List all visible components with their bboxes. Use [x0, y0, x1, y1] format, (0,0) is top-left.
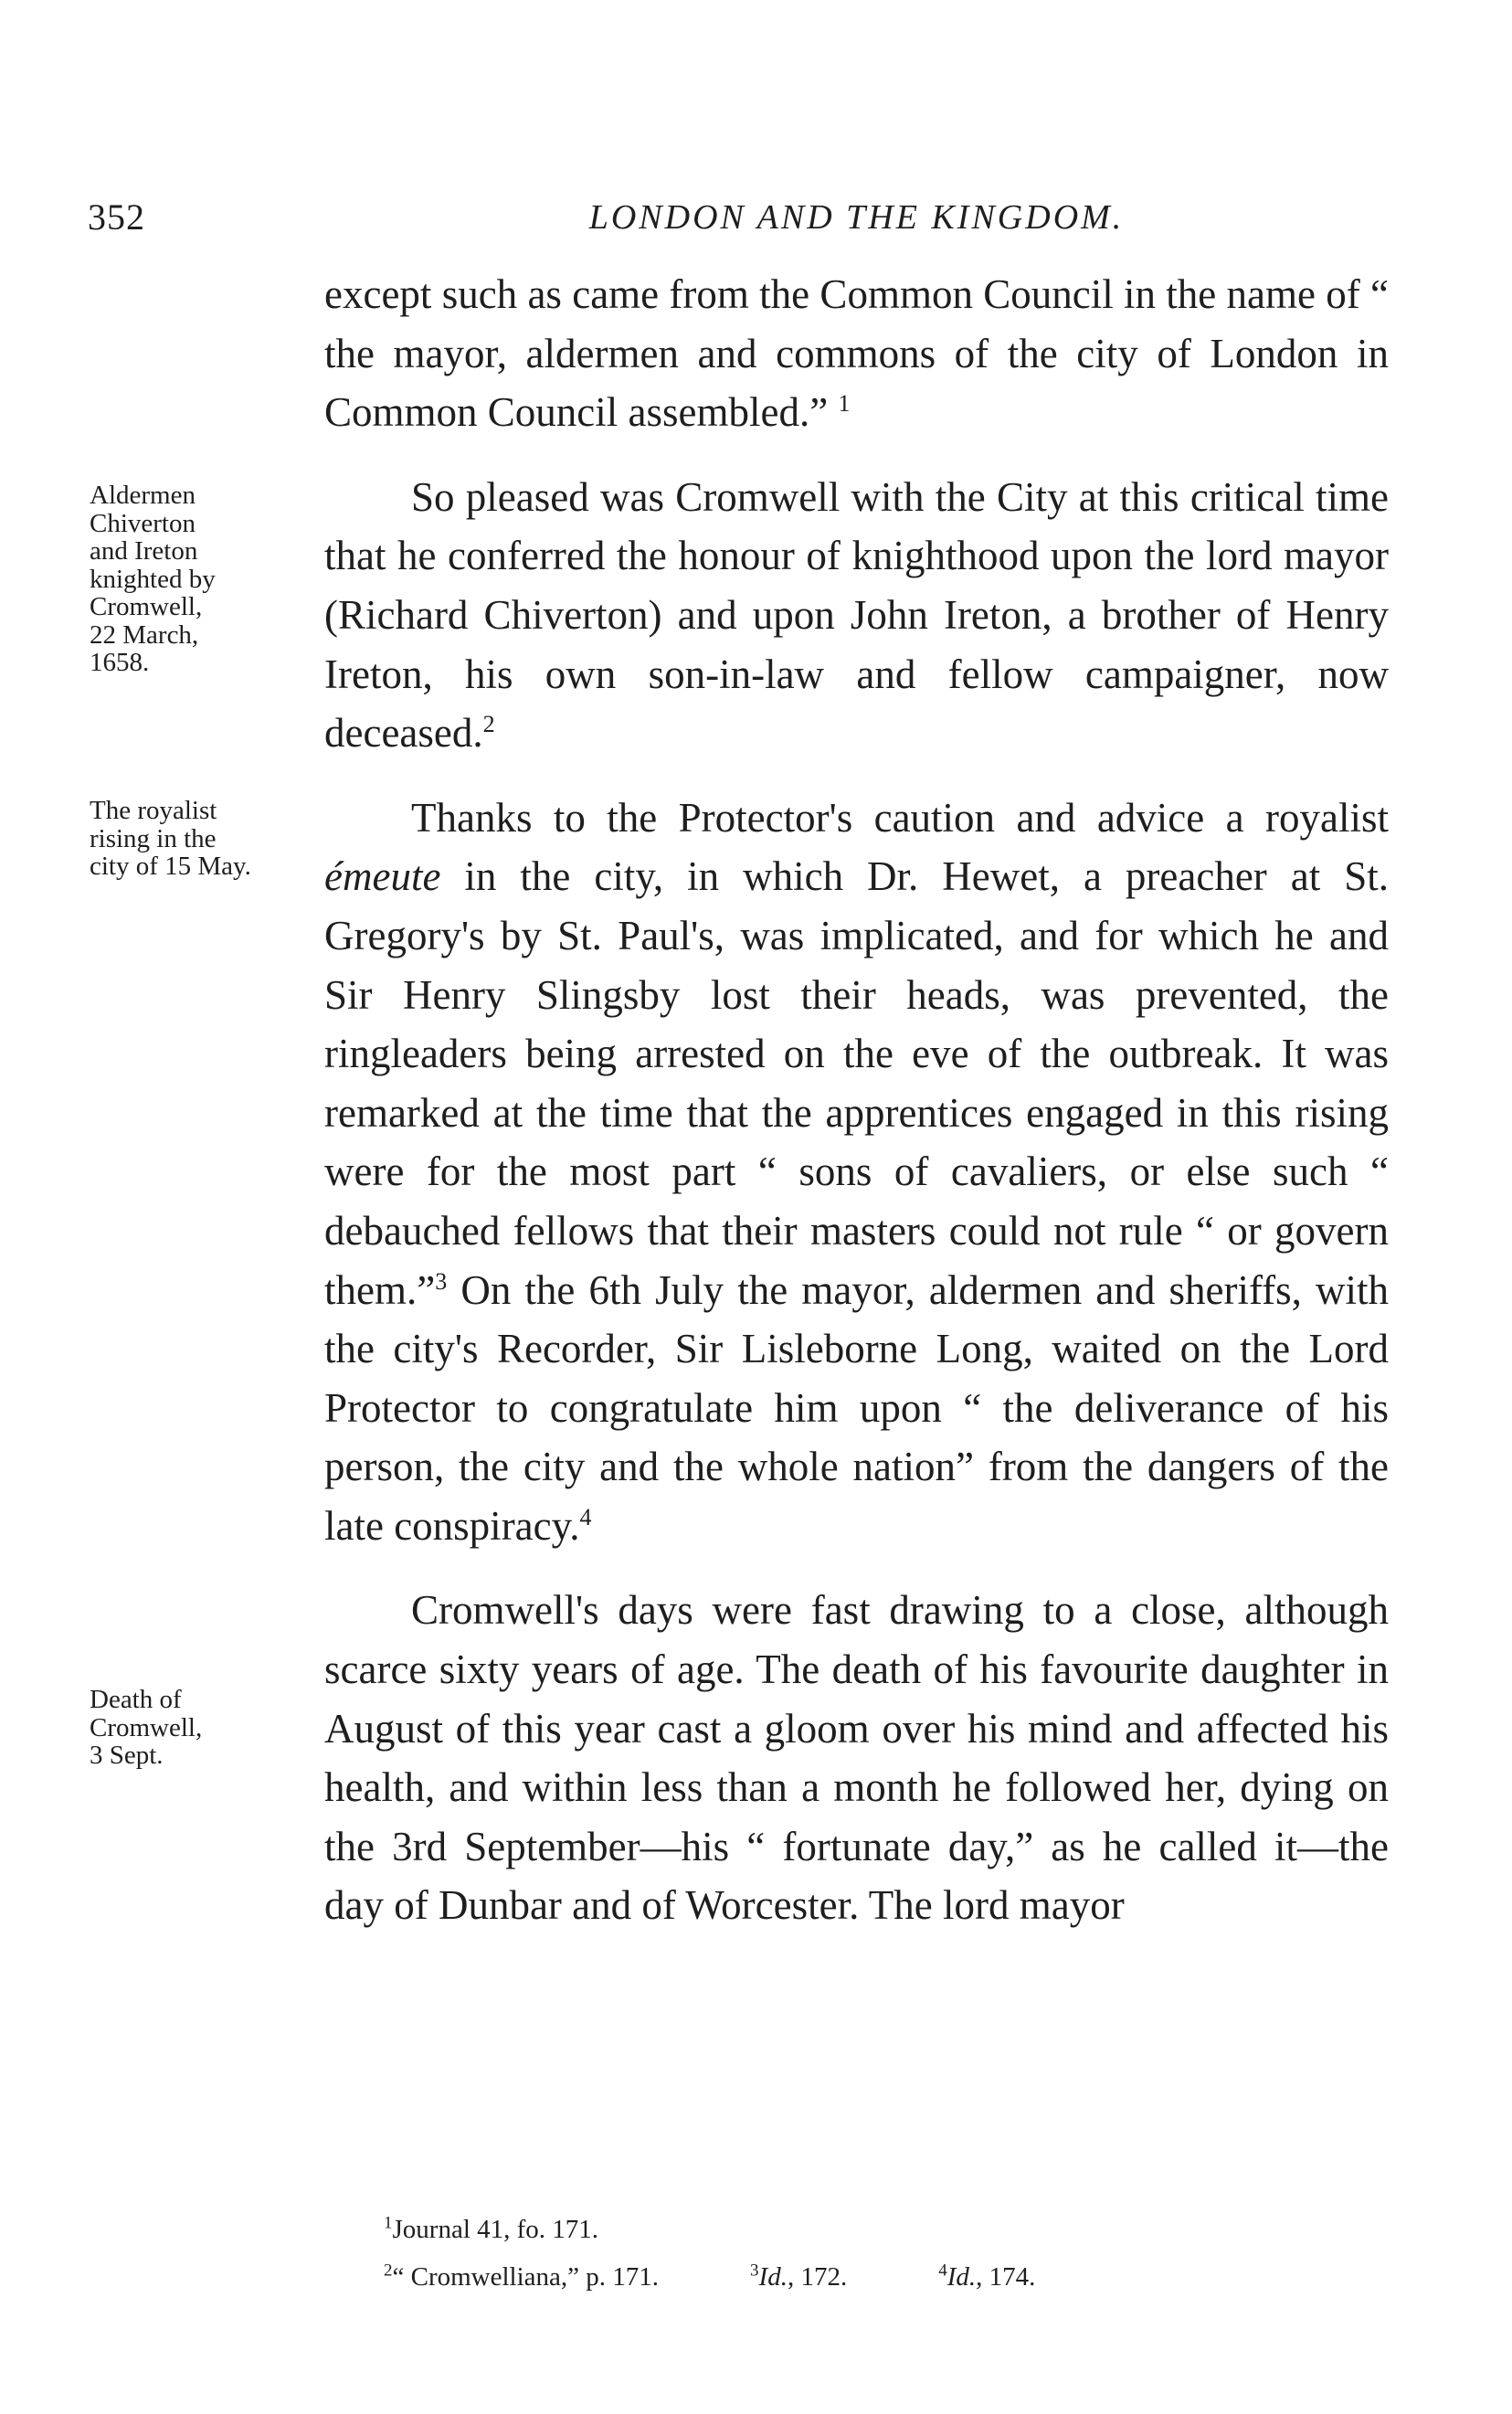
sidenote-line: rising in the: [90, 823, 217, 853]
footnote-ref-1: 1: [838, 390, 851, 418]
sidenote-aldermen-knighted: [90, 482, 318, 677]
footnote-row-2: [384, 2253, 1389, 2301]
footnote-ref-2: 2: [482, 711, 495, 738]
paragraph-3-text-b: in the city, in which Dr. Hewet, a preacher at St. Gregory's by St. Paul's, was implicated, and for which he and Sir Henry Slingsby lost their heads, was prevented, the ringleaders being arrested on the eve of the outbreak. It was remarked at the time that the apprentices engaged in this rising were for the most part “ sons of cavaliers, or else such “ debauched fellows that their masters could not rule “ or govern them.”: [324, 853, 1389, 1313]
footnote-text: , 172.: [787, 2262, 848, 2292]
footnote-mark: 4: [938, 2260, 947, 2281]
footnote-mark: 2: [384, 2260, 393, 2281]
paragraph-2-text: So pleased was Cromwell with the City at this critical time that he conferred the honour of knighthood upon the lord mayor (Richard Chiverton) and upon John Ireton, a brother of Henry Ireton, his own son-in-law and fellow campaigner, now deceased.: [324, 473, 1389, 757]
paragraph-3-text-a: Thanks to the Protector's caution and advice a royalist: [411, 794, 1389, 841]
page-number: 352: [88, 196, 145, 238]
footnote-mark: 1: [384, 2213, 393, 2233]
emeute-italic: émeute: [324, 853, 441, 900]
paragraph-4: [324, 1581, 1389, 1935]
sidenote-line: city of 15 May.: [90, 852, 251, 881]
footnote-mark: 3: [750, 2260, 759, 2281]
sidenote-line: Cromwell,: [90, 1712, 203, 1742]
running-title: LONDON AND THE KINGDOM.: [588, 198, 1125, 237]
sidenote-death-of-cromwell: [90, 1686, 318, 1770]
footnote-ref-4: 4: [579, 1503, 592, 1530]
paragraph-3: [324, 789, 1389, 1556]
sidenote-line: Chiverton: [90, 508, 196, 538]
footnote-id-italic: Id.: [946, 2262, 977, 2292]
paragraph-2: [324, 468, 1389, 763]
sidenote-line: 1658.: [90, 648, 150, 677]
sidenote-line: knighted by: [90, 564, 216, 594]
footnotes: [384, 2206, 1389, 2301]
sidenote-line: Death of: [90, 1685, 182, 1714]
sidenote-line: 3 Sept.: [90, 1741, 164, 1770]
paragraph-1-text: except such as came from the Common Council in the name of “ the mayor, aldermen and commons of the city of London in Common Council assembled.”: [324, 271, 1389, 436]
sidenote-line: Aldermen: [90, 481, 196, 510]
footnote-1: [384, 2206, 1389, 2253]
paragraph-4-text: Cromwell's days were fast drawing to a close, although scarce sixty years of age. The death of his favourite daughter in August of this year cast a gloom over his mind and affected his health, and within less than a month he followed her, dying on the 3rd September—his “ fortunate day,” as he called it—the day of Dunbar and of Worcester. The lord mayor: [324, 1587, 1389, 1929]
sidenote-line: Cromwell,: [90, 592, 203, 621]
footnote-text: , 174.: [976, 2262, 1036, 2292]
footnote-text: “ Cromwelliana,” p. 171.: [392, 2262, 660, 2292]
body-text: [324, 265, 1389, 1935]
sidenote-royalist-rising: [90, 797, 318, 881]
paragraph-3-text-c: On the 6th July the mayor, aldermen and sheriffs, with the city's Recorder, Sir Lisleborne Long, waited on the Lord Protector to congratulate him upon “ the deliverance of his person, the city and the whole nation” from the dangers of the late conspiracy.: [324, 1266, 1389, 1549]
paragraph-1: [324, 265, 1389, 442]
sidenote-line: and Ireton: [90, 536, 198, 566]
footnote-text: Journal 41, fo. 171.: [392, 2215, 599, 2244]
sidenote-line: The royalist: [90, 796, 217, 825]
footnote-ref-3: 3: [435, 1267, 448, 1295]
sidenote-line: 22 March,: [90, 619, 199, 650]
footnote-id-italic: Id.: [758, 2262, 788, 2292]
